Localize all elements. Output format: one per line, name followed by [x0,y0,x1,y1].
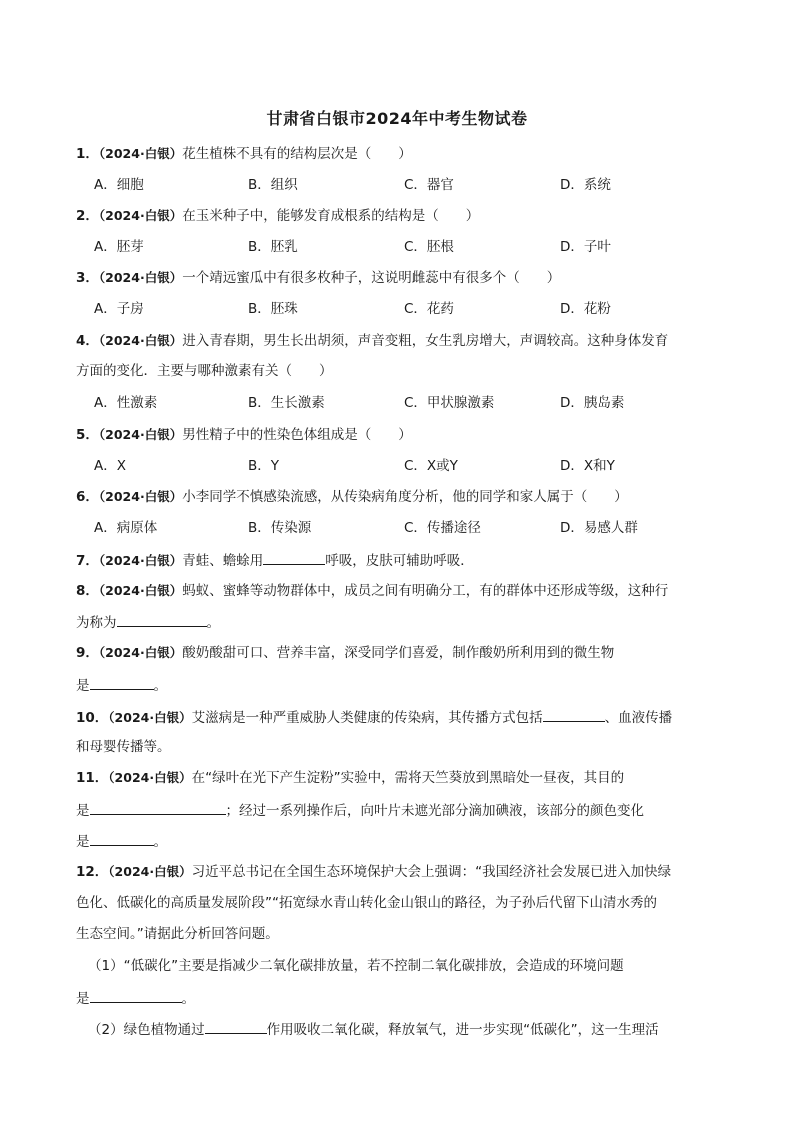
option-b: B．胚乳 [248,239,298,255]
answer-blank[interactable] [90,830,154,846]
question-number: 1． [76,146,99,162]
question-text: 一个靖远蜜瓜中有很多枚种子，这说明雌蕊中有很多个（ ） [182,270,561,286]
question-9 [76,643,716,663]
option-b: B．胚珠 [248,301,298,317]
question-text: 、血液传播 [604,710,673,726]
question-text: 男性精子中的性染色体组成是（ ） [182,427,412,443]
option-b: B．组织 [248,177,298,193]
sub-question-1: （1）“低碳化”主要是指减少二氧化碳排放量，若不控制二氧化碳排放，会造成的环境问题 [88,958,624,974]
sub-question-1-continued [76,987,716,1009]
option-d: D．系统 [560,177,611,193]
question-8-continued [76,611,716,633]
question-text: 青蛙、蟾蜍用 [182,553,264,569]
option-c: C．花药 [404,301,454,317]
question-number: 5． [76,427,99,443]
question-text: 在“绿叶在光下产生淀粉”实验中，需将天竺葵放到黑暗处一昼夜，其目的 [191,770,625,786]
question-text: 。 [153,678,167,694]
question-text: 花生植株不具有的结构层次是（ ） [182,146,412,162]
question-2 [76,206,716,226]
question-text: 艾滋病是一种严重威胁人类健康的传染病，其传播方式包括 [191,710,543,726]
question-10 [76,706,716,728]
option-d: D．胰岛素 [560,395,625,411]
question-source: （2024·白银） [108,710,192,725]
option-a: A．胚芽 [94,239,144,255]
answer-blank[interactable] [543,706,605,722]
question-number: 11． [76,770,109,786]
option-b: B．生长激素 [248,395,325,411]
answer-blank[interactable] [205,1018,267,1034]
question-12-continued: 色化、低碳化的高质量发展阶段”“拓宽绿水青山转化金山银山的路径，为子孙后代留下山清水秀的 [76,895,657,911]
option-c: C．胚根 [404,239,454,255]
question-text: 是 [76,834,90,850]
page-title: 甘肃省白银市2024年中考生物试卷 [266,109,528,128]
question-text: 是 [76,678,90,694]
question-4-continued: 方面的变化．主要与哪种激素有关（ ） [76,363,333,379]
question-number: 3． [76,270,99,286]
question-12 [76,862,716,882]
question-text: 呼吸，皮肤可辅助呼吸． [325,553,474,569]
question-number: 4． [76,333,99,349]
question-6 [76,487,716,507]
question-number: 12． [76,864,109,880]
question-text: 酸奶酸甜可口、营养丰富，深受同学们喜爱，制作酸奶所利用到的微生物 [182,645,615,661]
question-source: （2024·白银） [108,770,192,785]
question-11-continued [76,830,716,852]
question-number: 9． [76,645,99,661]
question-text: 。 [181,991,195,1007]
question-source: （2024·白银） [98,333,183,348]
option-b: B．传染源 [248,520,312,536]
option-a: A．性激素 [94,395,158,411]
question-number: 2． [76,208,99,224]
option-a: A．X [94,458,126,474]
question-number: 6． [76,489,99,505]
question-8 [76,581,716,601]
question-number: 10． [76,710,109,726]
question-text: 在玉米种子中，能够发育成根系的结构是（ ） [182,208,480,224]
option-c: C．传播途径 [404,520,481,536]
question-4 [76,331,716,351]
answer-blank[interactable] [90,799,226,815]
option-d: D．X和Y [560,458,615,474]
answer-blank[interactable] [117,611,207,627]
question-source: （2024·白银） [98,270,183,285]
question-source: （2024·白银） [108,864,192,879]
question-10-continued: 和母婴传播等。 [76,739,171,755]
option-a: A．细胞 [94,177,144,193]
question-text: 是 [76,991,90,1007]
question-11 [76,768,716,788]
question-9-continued [76,674,716,696]
question-text: ；经过一系列操作后，向叶片未遮光部分滴加碘液，该部分的颜色变化 [225,803,644,819]
question-source: （2024·白银） [98,489,183,504]
question-11-continued [76,799,716,821]
question-12-continued: 生态空间。”请据此分析回答问题。 [76,926,279,942]
question-source: （2024·白银） [98,553,183,568]
answer-blank[interactable] [263,549,325,565]
question-1 [76,144,716,164]
answer-blank[interactable] [90,987,182,1003]
question-5 [76,425,716,445]
question-source: （2024·白银） [98,583,183,598]
question-text: 。 [206,615,220,631]
option-c: C．甲状腺激素 [404,395,495,411]
question-3 [76,268,716,288]
answer-blank[interactable] [90,674,154,690]
question-text: 。 [153,834,167,850]
option-d: D．花粉 [560,301,611,317]
question-text: 小李同学不慎感染流感，从传染病角度分析，他的同学和家人属于（ ） [182,489,628,505]
question-source: （2024·白银） [98,427,183,442]
question-text: 为称为 [76,615,117,631]
question-text: 是 [76,803,90,819]
question-text: 作用吸收二氧化碳，释放氧气，进一步实现“低碳化”，这一生理活 [266,1022,659,1038]
question-text: 蚂蚁、蜜蜂等动物群体中，成员之间有明确分工，有的群体中还形成等级，这种行 [182,583,669,599]
question-7 [76,549,716,571]
question-text: 习近平总书记在全国生态环境保护大会上强调：“我国经济社会发展已进入加快绿 [191,864,672,880]
question-text: 进入青春期，男生长出胡须，声音变粗，女生乳房增大，声调较高。这种身体发育 [182,333,669,349]
option-c: C．器官 [404,177,454,193]
option-d: D．易感人群 [560,520,638,536]
question-source: （2024·白银） [98,146,183,161]
option-a: A．子房 [94,301,144,317]
question-source: （2024·白银） [98,208,183,223]
option-a: A．病原体 [94,520,158,536]
option-d: D．子叶 [560,239,611,255]
question-source: （2024·白银） [98,645,183,660]
question-text: （2）绿色植物通过 [88,1022,205,1038]
question-number: 7． [76,553,99,569]
question-number: 8． [76,583,99,599]
sub-question-2 [88,1018,728,1040]
option-c: C．X或Y [404,458,458,474]
option-b: B．Y [248,458,280,474]
